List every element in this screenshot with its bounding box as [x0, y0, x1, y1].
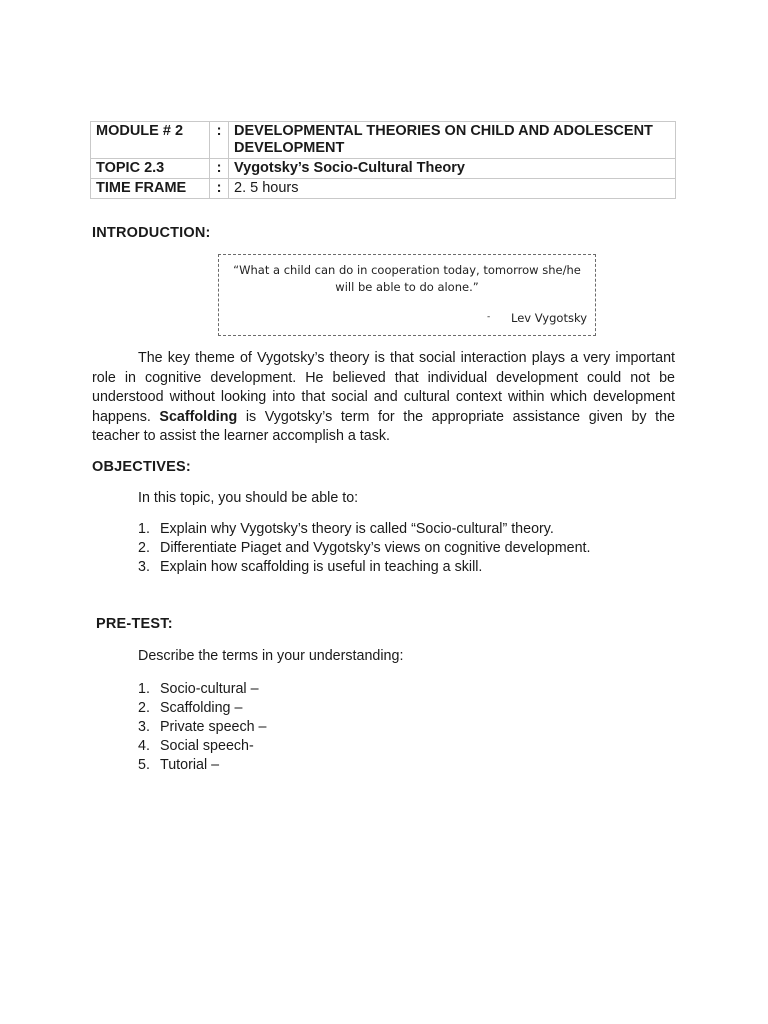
topic-value: Vygotsky’s Socio-Cultural Theory	[229, 159, 676, 179]
list-item	[138, 520, 678, 539]
list-item-number: 4.	[138, 738, 150, 754]
introduction-heading: INTRODUCTION:	[92, 225, 211, 241]
pre-test-intro: Describe the terms in your understanding:	[138, 648, 404, 664]
list-item-number: 2.	[138, 540, 150, 556]
introduction-paragraph	[92, 349, 675, 447]
objectives-heading: OBJECTIVES:	[92, 459, 191, 475]
topic-separator: :	[210, 159, 229, 179]
list-item	[138, 756, 538, 775]
list-item-text: Explain how scaffolding is useful in teaching a skill.	[160, 559, 483, 575]
module-info-table	[90, 121, 676, 199]
topic-label: TOPIC 2.3	[91, 159, 210, 179]
list-item-number: 1.	[138, 681, 150, 697]
list-item-text: Private speech –	[160, 719, 267, 735]
list-item	[138, 558, 678, 577]
pre-test-list	[138, 680, 538, 775]
list-item	[138, 699, 538, 718]
objectives-list	[138, 520, 678, 577]
list-item-number: 3.	[138, 559, 150, 575]
list-item-number: 3.	[138, 719, 150, 735]
intro-text-part-1: The key theme of Vygotsky’s theory is that social interaction plays a very important role in cognitive development. He believed that individual development could not be understood without looking into that social and cultural context within which development happens.	[92, 350, 675, 425]
time-frame-separator: :	[210, 179, 229, 199]
list-item	[138, 718, 538, 737]
list-item-text: Social speech-	[160, 738, 254, 754]
time-frame-value: 2. 5 hours	[229, 179, 676, 199]
module-row	[91, 122, 676, 159]
list-item	[138, 680, 538, 699]
quote-line-2: will be able to do alone.”	[335, 280, 479, 294]
intro-text-part-2: is Vygotsky’s term for the appropriate assistance given by the teacher to assist the learner accomplish a task.	[92, 408, 675, 445]
module-label: MODULE # 2	[91, 122, 210, 159]
quote-dash: -	[487, 312, 491, 322]
topic-row	[91, 159, 676, 179]
time-frame-label: TIME FRAME	[91, 179, 210, 199]
module-separator: :	[210, 122, 229, 159]
list-item	[138, 539, 678, 558]
quote-line-1: “What a child can do in cooperation today, tomorrow she/he	[233, 263, 581, 277]
module-value: DEVELOPMENTAL THEORIES ON CHILD AND ADOLESCENT DEVELOPMENT	[229, 122, 676, 159]
time-frame-row	[91, 179, 676, 199]
list-item-number: 5.	[138, 757, 150, 773]
list-item-number: 1.	[138, 521, 150, 537]
list-item-text: Scaffolding –	[160, 700, 243, 716]
list-item-text: Differentiate Piaget and Vygotsky’s views on cognitive development.	[160, 540, 591, 556]
quote-author: Lev Vygotsky	[511, 311, 587, 325]
objectives-intro: In this topic, you should be able to:	[138, 490, 359, 506]
list-item	[138, 737, 538, 756]
list-item-text: Tutorial –	[160, 757, 220, 773]
pre-test-heading: PRE-TEST:	[96, 616, 173, 632]
list-item-number: 2.	[138, 700, 150, 716]
quote-box	[218, 254, 596, 336]
scaffolding-term: Scaffolding	[159, 408, 238, 425]
list-item-text: Socio-cultural –	[160, 681, 259, 697]
list-item-text: Explain why Vygotsky’s theory is called “Socio-cultural” theory.	[160, 521, 554, 537]
